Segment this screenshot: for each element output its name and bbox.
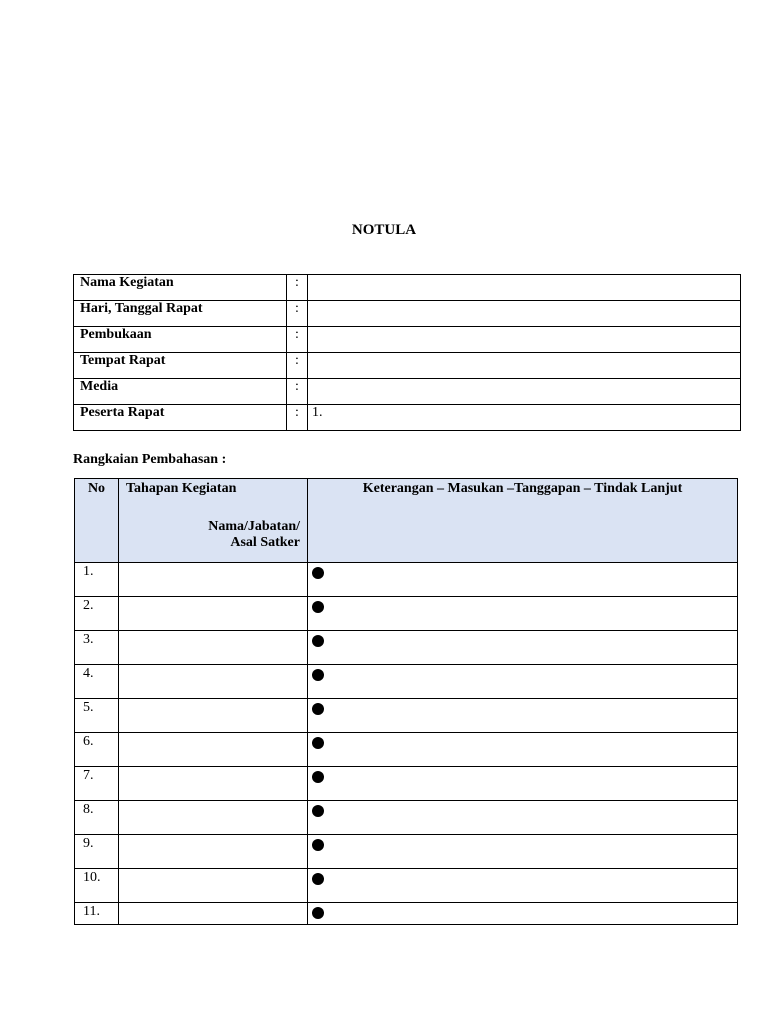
section-title: Rangkaian Pembahasan : — [73, 452, 227, 467]
info-value[interactable] — [308, 327, 741, 353]
table-row — [75, 869, 738, 903]
bullet-icon — [312, 805, 324, 817]
table-row — [75, 563, 738, 597]
table-row — [75, 767, 738, 801]
row-keterangan-cell[interactable] — [308, 699, 738, 733]
info-value[interactable] — [308, 301, 741, 327]
info-row — [74, 405, 741, 431]
row-keterangan-cell[interactable] — [308, 869, 738, 903]
row-tahapan-cell[interactable] — [119, 801, 308, 835]
info-label: Tempat Rapat — [74, 353, 287, 379]
bullet-icon — [312, 839, 324, 851]
row-number: 8. — [75, 801, 119, 835]
info-colon: : — [287, 301, 308, 327]
info-row — [74, 275, 741, 301]
info-row — [74, 327, 741, 353]
info-label: Pembukaan — [74, 327, 287, 353]
row-number: 7. — [75, 767, 119, 801]
row-keterangan-cell[interactable] — [308, 733, 738, 767]
info-colon: : — [287, 275, 308, 301]
table-row — [75, 835, 738, 869]
row-keterangan-cell[interactable] — [308, 665, 738, 699]
table-row — [75, 733, 738, 767]
row-tahapan-cell[interactable] — [119, 869, 308, 903]
row-number: 2. — [75, 597, 119, 631]
info-colon: : — [287, 353, 308, 379]
row-number: 9. — [75, 835, 119, 869]
row-tahapan-cell[interactable] — [119, 699, 308, 733]
bullet-icon — [312, 737, 324, 749]
header-tahapan-label: Tahapan Kegiatan — [126, 481, 237, 496]
table-row — [75, 699, 738, 733]
row-tahapan-cell[interactable] — [119, 631, 308, 665]
row-number: 4. — [75, 665, 119, 699]
info-label: Nama Kegiatan — [74, 275, 287, 301]
row-keterangan-cell[interactable] — [308, 835, 738, 869]
header-nama-jabatan — [126, 519, 300, 551]
document-title: NOTULA — [351, 222, 417, 238]
row-keterangan-cell[interactable] — [308, 903, 738, 925]
row-keterangan-cell[interactable] — [308, 597, 738, 631]
info-value[interactable] — [308, 379, 741, 405]
info-value[interactable] — [308, 275, 741, 301]
row-number: 11. — [75, 903, 119, 925]
info-colon: : — [287, 405, 308, 431]
row-number: 10. — [75, 869, 119, 903]
info-label: Peserta Rapat — [74, 405, 287, 431]
bullet-icon — [312, 771, 324, 783]
row-tahapan-cell[interactable] — [119, 903, 308, 925]
header-asal-label: Asal Satker — [230, 535, 300, 550]
meeting-info-table — [73, 274, 741, 431]
row-keterangan-cell[interactable] — [308, 631, 738, 665]
bullet-icon — [312, 873, 324, 885]
table-header-row — [75, 479, 738, 563]
bullet-icon — [312, 669, 324, 681]
row-number: 5. — [75, 699, 119, 733]
bullet-icon — [312, 601, 324, 613]
header-nama-label: Nama/Jabatan/ — [208, 519, 300, 534]
row-number: 6. — [75, 733, 119, 767]
row-tahapan-cell[interactable] — [119, 597, 308, 631]
bullet-icon — [312, 567, 324, 579]
info-row — [74, 353, 741, 379]
info-colon: : — [287, 379, 308, 405]
header-keterangan: Keterangan – Masukan –Tanggapan – Tindak Lanjut — [308, 479, 738, 563]
info-colon: : — [287, 327, 308, 353]
table-row — [75, 597, 738, 631]
row-keterangan-cell[interactable] — [308, 801, 738, 835]
discussion-table — [74, 478, 738, 925]
info-value[interactable]: 1. — [308, 405, 741, 431]
info-value[interactable] — [308, 353, 741, 379]
header-tahapan — [119, 479, 308, 563]
bullet-icon — [312, 907, 324, 919]
row-keterangan-cell[interactable] — [308, 767, 738, 801]
table-row — [75, 665, 738, 699]
row-tahapan-cell[interactable] — [119, 563, 308, 597]
row-tahapan-cell[interactable] — [119, 665, 308, 699]
row-tahapan-cell[interactable] — [119, 835, 308, 869]
table-row — [75, 801, 738, 835]
table-row — [75, 903, 738, 925]
table-row — [75, 631, 738, 665]
row-number: 1. — [75, 563, 119, 597]
bullet-icon — [312, 635, 324, 647]
row-tahapan-cell[interactable] — [119, 767, 308, 801]
info-row — [74, 379, 741, 405]
row-number: 3. — [75, 631, 119, 665]
bullet-icon — [312, 703, 324, 715]
info-label: Media — [74, 379, 287, 405]
row-keterangan-cell[interactable] — [308, 563, 738, 597]
info-row — [74, 301, 741, 327]
info-label: Hari, Tanggal Rapat — [74, 301, 287, 327]
row-tahapan-cell[interactable] — [119, 733, 308, 767]
header-no: No — [75, 479, 119, 563]
